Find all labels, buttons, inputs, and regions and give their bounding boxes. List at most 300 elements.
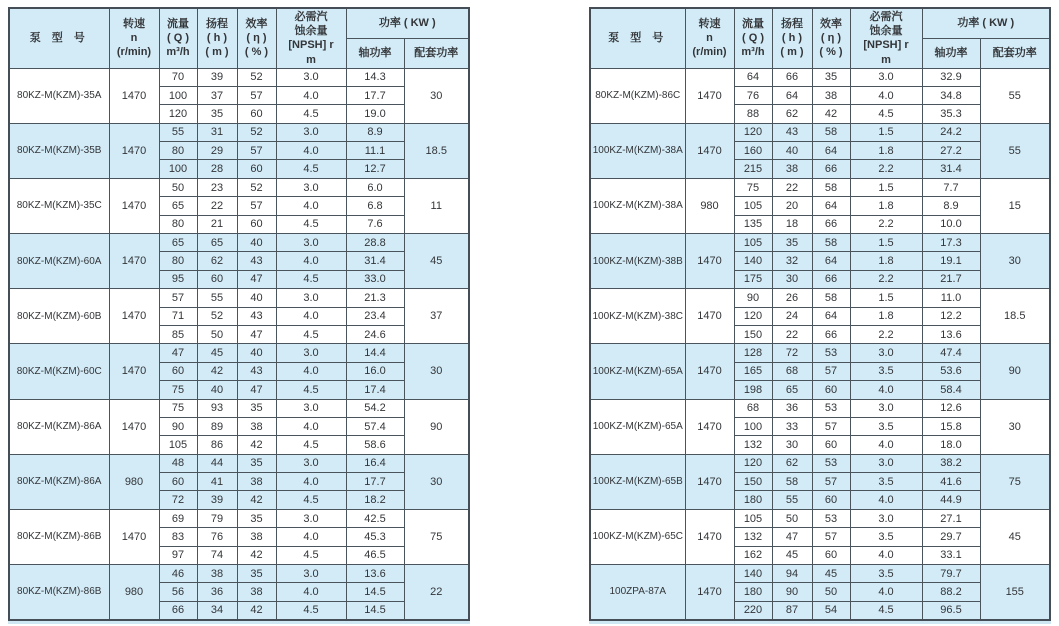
head-cell: 20: [772, 197, 812, 215]
npsh-cell: 3.5: [850, 417, 922, 435]
flow-cell: 120: [734, 454, 772, 472]
col-header-head: [772, 8, 812, 68]
efficiency-cell: 57: [812, 528, 850, 546]
header-line: 效率: [245, 17, 268, 30]
npsh-cell: 4.0: [276, 252, 346, 270]
shaft-power-cell: 6.0: [346, 178, 404, 196]
flow-cell: 120: [734, 307, 772, 325]
matching-power-cell: 18.5: [980, 289, 1050, 344]
head-cell: 50: [772, 509, 812, 527]
shaft-power-cell: 12.2: [922, 307, 980, 325]
efficiency-cell: 47: [237, 325, 276, 343]
head-cell: 30: [772, 436, 812, 454]
head-cell: 47: [772, 528, 812, 546]
efficiency-cell: 60: [237, 160, 276, 178]
header-line: 流量: [167, 17, 189, 30]
npsh-cell: 1.5: [850, 123, 922, 141]
head-cell: 36: [772, 399, 812, 417]
model-cell: 100KZ-M(KZM)-38C: [590, 289, 685, 344]
flow-cell: 75: [159, 399, 197, 417]
flow-cell: 65: [159, 234, 197, 252]
head-cell: 23: [197, 178, 237, 196]
efficiency-cell: 53: [812, 344, 850, 362]
shaft-power-cell: 15.8: [922, 417, 980, 435]
model-cell: 80KZ-M(KZM)-35C: [9, 178, 109, 233]
spec-row: [590, 509, 1050, 527]
spec-row: [9, 344, 469, 362]
shaft-power-cell: 17.7: [346, 86, 404, 104]
shaft-power-cell: 44.9: [922, 491, 980, 509]
npsh-cell: 3.0: [276, 234, 346, 252]
npsh-cell: 4.0: [276, 142, 346, 160]
head-cell: 41: [197, 473, 237, 491]
matching-power-cell: 30: [404, 344, 469, 399]
speed-cell: 1470: [685, 399, 734, 454]
efficiency-cell: 45: [812, 565, 850, 583]
npsh-cell: 4.0: [276, 417, 346, 435]
flow-cell: 160: [734, 142, 772, 160]
efficiency-cell: 66: [812, 160, 850, 178]
flow-cell: 57: [159, 289, 197, 307]
head-cell: 86: [197, 436, 237, 454]
header-line: m³/h: [166, 46, 190, 59]
efficiency-cell: 53: [812, 454, 850, 472]
flow-cell: 140: [734, 565, 772, 583]
npsh-cell: 3.5: [850, 362, 922, 380]
model-cell: 100KZ-M(KZM)-65A: [590, 344, 685, 399]
speed-cell: 1470: [685, 509, 734, 564]
model-cell: 80KZ-M(KZM)-35B: [9, 123, 109, 178]
efficiency-cell: 42: [237, 491, 276, 509]
spec-row: [9, 123, 469, 141]
flow-cell: 132: [734, 436, 772, 454]
shaft-power-cell: 29.7: [922, 528, 980, 546]
matching-power-cell: 75: [404, 509, 469, 564]
col-header-head: [197, 8, 237, 68]
matching-power-cell: 90: [980, 344, 1050, 399]
model-cell: 80KZ-M(KZM)-60C: [9, 344, 109, 399]
head-cell: 62: [772, 105, 812, 123]
matching-power-cell: 30: [404, 68, 469, 123]
shaft-power-cell: 34.8: [922, 86, 980, 104]
flow-cell: 60: [159, 473, 197, 491]
npsh-cell: 4.0: [276, 307, 346, 325]
flow-cell: 80: [159, 142, 197, 160]
npsh-cell: 3.5: [850, 528, 922, 546]
header-line: n: [706, 32, 713, 45]
model-cell: 80KZ-M(KZM)-60A: [9, 234, 109, 289]
npsh-cell: 4.5: [276, 105, 346, 123]
head-cell: 22: [772, 325, 812, 343]
spec-row: [590, 454, 1050, 472]
npsh-cell: 4.0: [850, 86, 922, 104]
matching-power-cell: 18.5: [404, 123, 469, 178]
shaft-power-cell: 17.4: [346, 381, 404, 399]
col-header-shaft-power: 轴功率: [346, 38, 404, 68]
col-header-efficiency: [237, 8, 276, 68]
table-header-right: [590, 8, 1050, 68]
npsh-cell: 2.2: [850, 215, 922, 233]
spec-row: [590, 344, 1050, 362]
head-cell: 45: [772, 546, 812, 564]
speed-cell: 1470: [109, 289, 159, 344]
head-cell: 18: [772, 215, 812, 233]
flow-cell: 180: [734, 491, 772, 509]
flow-cell: 60: [159, 362, 197, 380]
efficiency-cell: 47: [237, 270, 276, 288]
efficiency-cell: 47: [237, 381, 276, 399]
head-cell: 40: [197, 381, 237, 399]
head-cell: 52: [197, 307, 237, 325]
head-cell: 26: [772, 289, 812, 307]
shaft-power-cell: 28.8: [346, 234, 404, 252]
header-line: (r/min): [692, 46, 727, 59]
matching-power-cell: 37: [404, 289, 469, 344]
efficiency-cell: 38: [812, 86, 850, 104]
model-cell: 80KZ-M(KZM)-86C: [590, 68, 685, 123]
header-line: 转速: [698, 17, 721, 30]
head-cell: 65: [772, 381, 812, 399]
model-cell: 80KZ-M(KZM)-86B: [9, 509, 109, 564]
head-cell: 43: [772, 123, 812, 141]
head-cell: 50: [197, 325, 237, 343]
flow-cell: 64: [734, 68, 772, 86]
head-cell: 58: [772, 473, 812, 491]
shaft-power-cell: 7.7: [922, 178, 980, 196]
flow-cell: 132: [734, 528, 772, 546]
npsh-cell: 1.8: [850, 252, 922, 270]
model-cell: 100KZ-M(KZM)-65A: [590, 399, 685, 454]
head-cell: 22: [197, 197, 237, 215]
header-line: n: [130, 32, 138, 45]
npsh-cell: 3.0: [276, 399, 346, 417]
efficiency-cell: 38: [237, 417, 276, 435]
header-line: 蚀余量: [294, 24, 328, 37]
head-cell: 22: [772, 178, 812, 196]
npsh-cell: 4.0: [850, 546, 922, 564]
shaft-power-cell: 21.7: [922, 270, 980, 288]
header-line: m³/h: [741, 46, 765, 59]
npsh-cell: 3.0: [850, 454, 922, 472]
flow-cell: 69: [159, 509, 197, 527]
shaft-power-cell: 33.1: [922, 546, 980, 564]
efficiency-cell: 64: [812, 307, 850, 325]
matching-power-cell: 15: [980, 178, 1050, 233]
pump-spec-tables: [8, 7, 1051, 621]
spec-row: [9, 509, 469, 527]
flow-cell: 50: [159, 178, 197, 196]
header-line: [NPSH] r: [288, 39, 334, 52]
flow-cell: 55: [159, 123, 197, 141]
head-cell: 32: [772, 252, 812, 270]
speed-cell: 1470: [685, 565, 734, 620]
head-cell: 24: [772, 307, 812, 325]
npsh-cell: 3.5: [850, 565, 922, 583]
npsh-cell: 3.0: [276, 289, 346, 307]
efficiency-cell: 58: [812, 289, 850, 307]
shaft-power-cell: 11.0: [922, 289, 980, 307]
matching-power-cell: 30: [404, 454, 469, 509]
speed-cell: 980: [109, 565, 159, 620]
npsh-cell: 3.0: [276, 68, 346, 86]
col-header-matching-power: 配套功率: [980, 38, 1050, 68]
speed-cell: 1470: [685, 68, 734, 123]
efficiency-cell: 60: [237, 215, 276, 233]
col-header-shaft-power: 轴功率: [922, 38, 980, 68]
header-line: ( Q ): [167, 32, 189, 45]
head-cell: 35: [197, 105, 237, 123]
npsh-cell: 1.8: [850, 197, 922, 215]
head-cell: 21: [197, 215, 237, 233]
head-cell: 72: [772, 344, 812, 362]
shaft-power-cell: 17.7: [346, 473, 404, 491]
shaft-power-cell: 24.6: [346, 325, 404, 343]
speed-cell: 1470: [109, 344, 159, 399]
matching-power-cell: 55: [980, 68, 1050, 123]
npsh-cell: 4.5: [850, 601, 922, 619]
npsh-cell: 3.0: [276, 565, 346, 583]
shaft-power-cell: 24.2: [922, 123, 980, 141]
efficiency-cell: 35: [237, 509, 276, 527]
spec-row: [9, 68, 469, 86]
head-cell: 66: [772, 68, 812, 86]
shaft-power-cell: 13.6: [922, 325, 980, 343]
flow-cell: 48: [159, 454, 197, 472]
flow-cell: 75: [734, 178, 772, 196]
flow-cell: 68: [734, 399, 772, 417]
shaft-power-cell: 16.0: [346, 362, 404, 380]
head-cell: 45: [197, 344, 237, 362]
head-cell: 39: [197, 491, 237, 509]
shaft-power-cell: 58.6: [346, 436, 404, 454]
flow-cell: 90: [734, 289, 772, 307]
flow-cell: 71: [159, 307, 197, 325]
shaft-power-cell: 31.4: [922, 160, 980, 178]
flow-cell: 80: [159, 252, 197, 270]
npsh-cell: 1.5: [850, 289, 922, 307]
flow-cell: 150: [734, 473, 772, 491]
efficiency-cell: 43: [237, 362, 276, 380]
shaft-power-cell: 12.6: [922, 399, 980, 417]
flow-cell: 85: [159, 325, 197, 343]
npsh-cell: 3.5: [850, 473, 922, 491]
npsh-cell: 3.0: [276, 454, 346, 472]
efficiency-cell: 64: [812, 142, 850, 160]
shaft-power-cell: 18.2: [346, 491, 404, 509]
npsh-cell: 4.0: [276, 197, 346, 215]
col-header-npsh: [850, 8, 922, 68]
flow-cell: 135: [734, 215, 772, 233]
matching-power-cell: 45: [980, 509, 1050, 564]
spec-row: [9, 454, 469, 472]
spec-row: [590, 565, 1050, 583]
matching-power-cell: 22: [404, 565, 469, 620]
efficiency-cell: 38: [237, 528, 276, 546]
flow-cell: 72: [159, 491, 197, 509]
model-cell: 80KZ-M(KZM)-60B: [9, 289, 109, 344]
header-line: (r/min): [116, 46, 152, 59]
flow-cell: 88: [734, 105, 772, 123]
efficiency-cell: 57: [812, 473, 850, 491]
header-line: ( m ): [780, 46, 804, 59]
header-line: ( h ): [781, 32, 803, 45]
shaft-power-cell: 19.1: [922, 252, 980, 270]
head-cell: 68: [772, 362, 812, 380]
col-header-model: 泵 型 号: [590, 8, 685, 68]
speed-cell: 1470: [109, 399, 159, 454]
npsh-cell: 3.0: [276, 509, 346, 527]
head-cell: 38: [197, 565, 237, 583]
head-cell: 36: [197, 583, 237, 601]
speed-cell: 1470: [109, 509, 159, 564]
spec-row: [590, 123, 1050, 141]
head-cell: 33: [772, 417, 812, 435]
header-line: 转速: [123, 17, 145, 30]
efficiency-cell: 66: [812, 325, 850, 343]
col-header-flow: [159, 8, 197, 68]
table-header-left: [9, 8, 469, 68]
spec-row: [590, 399, 1050, 417]
flow-cell: 162: [734, 546, 772, 564]
efficiency-cell: 38: [237, 473, 276, 491]
npsh-cell: 4.0: [276, 362, 346, 380]
col-header-efficiency: [812, 8, 850, 68]
spec-row: [590, 68, 1050, 86]
shaft-power-cell: 8.9: [346, 123, 404, 141]
flow-cell: 105: [734, 197, 772, 215]
model-cell: 100KZ-M(KZM)-38B: [590, 234, 685, 289]
shaft-power-cell: 16.4: [346, 454, 404, 472]
model-cell: 100ZPA-87A: [590, 565, 685, 620]
matching-power-cell: 11: [404, 178, 469, 233]
npsh-cell: 4.5: [276, 491, 346, 509]
shaft-power-cell: 45.3: [346, 528, 404, 546]
head-cell: 65: [197, 234, 237, 252]
shaft-power-cell: 33.0: [346, 270, 404, 288]
shaft-power-cell: 18.0: [922, 436, 980, 454]
shaft-power-cell: 21.3: [346, 289, 404, 307]
shaft-power-cell: 96.5: [922, 601, 980, 619]
speed-cell: 1470: [109, 234, 159, 289]
flow-cell: 95: [159, 270, 197, 288]
efficiency-cell: 57: [237, 86, 276, 104]
matching-power-cell: 55: [980, 123, 1050, 178]
col-header-model: 泵 型 号: [9, 8, 109, 68]
speed-cell: 1470: [685, 234, 734, 289]
model-cell: 100KZ-M(KZM)-65C: [590, 509, 685, 564]
flow-cell: 100: [159, 160, 197, 178]
header-line: ( Q ): [742, 32, 764, 45]
efficiency-cell: 42: [237, 436, 276, 454]
efficiency-cell: 58: [812, 234, 850, 252]
speed-cell: 1470: [685, 344, 734, 399]
header-line: m: [306, 53, 316, 66]
flow-cell: 198: [734, 381, 772, 399]
efficiency-cell: 60: [237, 105, 276, 123]
header-line: 流量: [742, 17, 764, 30]
head-cell: 30: [772, 270, 812, 288]
efficiency-cell: 35: [237, 399, 276, 417]
flow-cell: 180: [734, 583, 772, 601]
efficiency-cell: 58: [812, 123, 850, 141]
head-cell: 62: [772, 454, 812, 472]
flow-cell: 46: [159, 565, 197, 583]
flow-cell: 70: [159, 68, 197, 86]
model-cell: 80KZ-M(KZM)-86A: [9, 399, 109, 454]
efficiency-cell: 64: [812, 252, 850, 270]
shaft-power-cell: 14.5: [346, 583, 404, 601]
header-line: 必需汽: [869, 10, 903, 23]
npsh-cell: 2.2: [850, 325, 922, 343]
npsh-cell: 4.5: [276, 270, 346, 288]
speed-cell: 980: [685, 178, 734, 233]
npsh-cell: 1.8: [850, 142, 922, 160]
flow-cell: 83: [159, 528, 197, 546]
spec-row: [590, 234, 1050, 252]
speed-cell: 1470: [109, 178, 159, 233]
efficiency-cell: 64: [812, 197, 850, 215]
head-cell: 60: [197, 270, 237, 288]
head-cell: 90: [772, 583, 812, 601]
model-cell: 100KZ-M(KZM)-38A: [590, 123, 685, 178]
npsh-cell: 4.0: [850, 381, 922, 399]
col-header-npsh: [276, 8, 346, 68]
shaft-power-cell: 54.2: [346, 399, 404, 417]
shaft-power-cell: 6.8: [346, 197, 404, 215]
model-cell: 80KZ-M(KZM)-86B: [9, 565, 109, 620]
efficiency-cell: 42: [237, 546, 276, 564]
efficiency-cell: 38: [237, 583, 276, 601]
model-cell: 80KZ-M(KZM)-35A: [9, 68, 109, 123]
head-cell: 40: [772, 142, 812, 160]
npsh-cell: 4.5: [276, 436, 346, 454]
speed-cell: 1470: [109, 123, 159, 178]
header-line: ( m ): [205, 46, 229, 59]
head-cell: 55: [197, 289, 237, 307]
efficiency-cell: 58: [812, 178, 850, 196]
efficiency-cell: 42: [812, 105, 850, 123]
model-cell: 100KZ-M(KZM)-38A: [590, 178, 685, 233]
efficiency-cell: 66: [812, 215, 850, 233]
flow-cell: 56: [159, 583, 197, 601]
shaft-power-cell: 11.1: [346, 142, 404, 160]
flow-cell: 175: [734, 270, 772, 288]
flow-cell: 105: [159, 436, 197, 454]
head-cell: 74: [197, 546, 237, 564]
flow-cell: 76: [734, 86, 772, 104]
shaft-power-cell: 58.4: [922, 381, 980, 399]
efficiency-cell: 40: [237, 234, 276, 252]
efficiency-cell: 60: [812, 436, 850, 454]
head-cell: 79: [197, 509, 237, 527]
npsh-cell: 1.5: [850, 178, 922, 196]
head-cell: 42: [197, 362, 237, 380]
npsh-cell: 1.8: [850, 307, 922, 325]
col-header-power-group: 功率 ( KW ): [922, 8, 1050, 38]
header-line: [NPSH] r: [863, 39, 909, 52]
shaft-power-cell: 46.5: [346, 546, 404, 564]
flow-cell: 120: [159, 105, 197, 123]
npsh-cell: 3.0: [276, 344, 346, 362]
shaft-power-cell: 23.4: [346, 307, 404, 325]
efficiency-cell: 53: [812, 399, 850, 417]
efficiency-cell: 54: [812, 601, 850, 619]
shaft-power-cell: 31.4: [346, 252, 404, 270]
shaft-power-cell: 7.6: [346, 215, 404, 233]
header-line: ( % ): [819, 46, 843, 59]
flow-cell: 65: [159, 197, 197, 215]
matching-power-cell: 90: [404, 399, 469, 454]
